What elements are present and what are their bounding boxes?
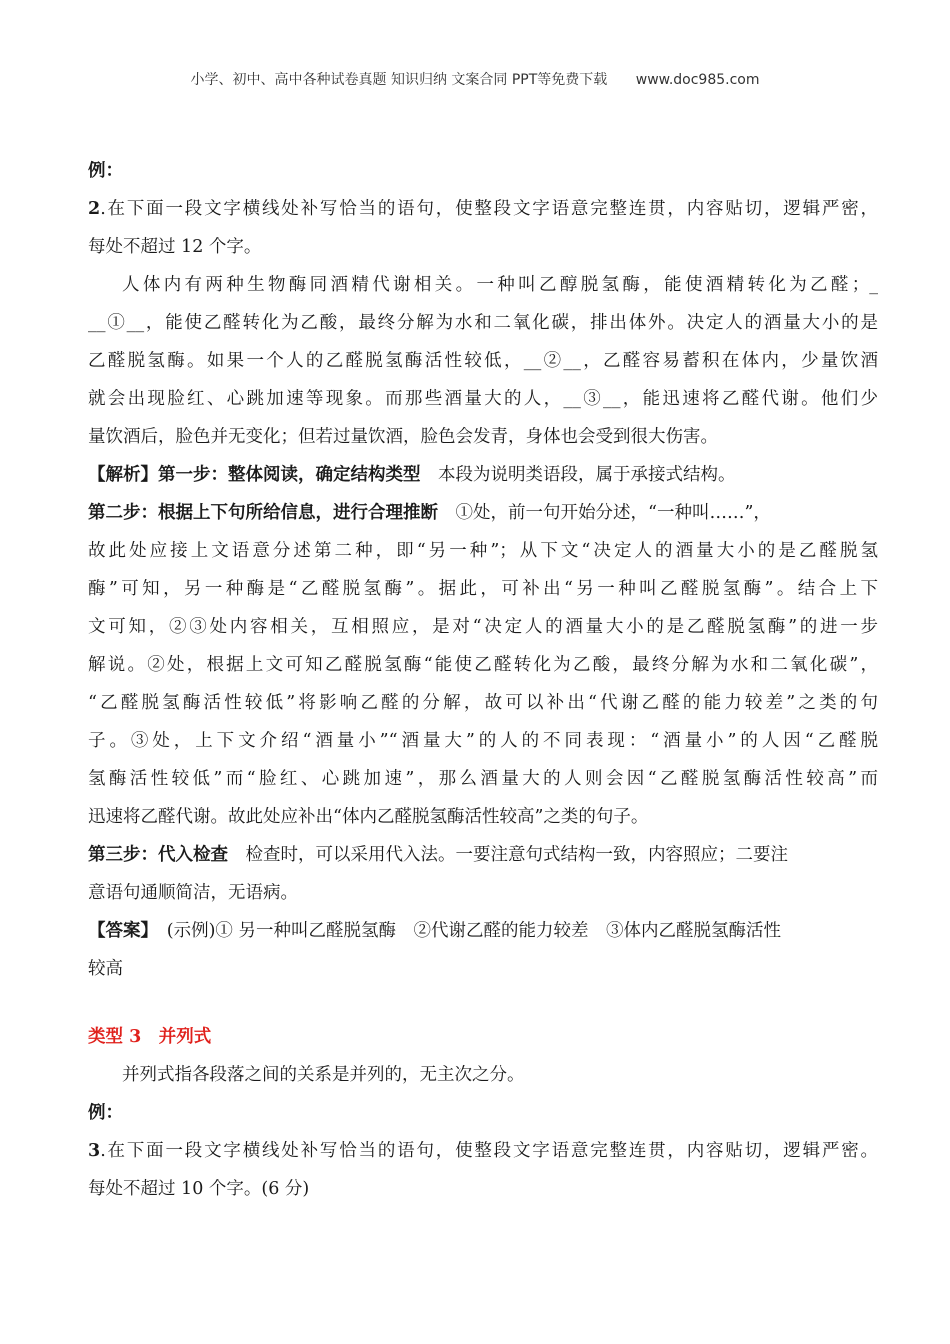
analysis-line-7: “乙醛脱氢酶活性较低”将影响乙醛的分解，故可以补出“代谢乙醛的能力较差”之类的句 — [88, 693, 878, 713]
passage-line-3: 乙醛脱氢酶。如果一个人的乙醛脱氢酶活性较低，__②__，乙醛容易蓄积在体内，少量饮酒 — [88, 351, 878, 371]
analysis-line-8: 子。③处，上下文介绍“酒量小”“酒量大”的人的不同表现：“酒量小”的人因“乙醛脱 — [88, 731, 878, 751]
answer-continuation: 较高 — [88, 959, 123, 979]
analysis-step-2-text: ①处，前一句开始分述，“一种叫……”， — [455, 503, 771, 523]
page-header — [0, 69, 950, 89]
analysis-step-1-text: 本段为说明类语段，属于承接式结构。 — [438, 465, 736, 485]
example-label: 例： — [88, 161, 123, 181]
answer-line — [88, 912, 878, 950]
passage-line-5: 量饮酒后，脸色并无变化；但若过量饮酒，脸色会发青，身体也会受到很大伤害。 — [88, 427, 718, 447]
question-3-line-1 — [88, 1132, 878, 1170]
section-title-type-3: 类型 3 并列式 — [88, 1027, 212, 1047]
analysis-step-1 — [88, 456, 878, 494]
analysis-line-5: 文可知，②③处内容相关，互相照应，是对“决定人的酒量大小的是乙醛脱氢酶”的进一步 — [88, 617, 878, 637]
section-description: 并列式指各段落之间的关系是并列的，无主次之分。 — [122, 1065, 525, 1085]
analysis-line-4: 酶”可知，另一种酶是“乙醛脱氢酶”。据此，可补出“另一种叫乙醛脱氢酶”。结合上下 — [88, 579, 878, 599]
answer-text: (示例)① 另一种叫乙醛脱氢酶 ②代谢乙醛的能力较差 ③体内乙醛脱氢酶活性 — [166, 921, 781, 941]
header-text: 小学、初中、高中各种试卷真题 知识归纳 文案合同 PPT等免费下载 — [190, 72, 608, 88]
passage-line-2: __①__，能使乙醛转化为乙酸，最终分解为水和二氧化碳，排出体外。决定人的酒量大小的是 — [88, 313, 878, 333]
analysis-step-3-label: 第三步：代入检查 — [88, 845, 228, 865]
answer-label: 【答案】 — [88, 921, 150, 941]
analysis-line-9: 氢酶活性较低”而“脸红、心跳加速”，那么酒量大的人则会因“乙醛脱氢酶活性较高”而 — [88, 769, 878, 789]
question-number: 2 — [88, 199, 101, 219]
question-2-line-1 — [88, 190, 878, 228]
example-label-2: 例： — [88, 1103, 123, 1123]
analysis-line-3: 故此处应接上文语意分述第二种，即“另一种”；从下文“决定人的酒量大小的是乙醛脱氢 — [88, 541, 878, 561]
passage-line-1: 人体内有两种生物酶同酒精代谢相关。一种叫乙醇脱氢酶，能使酒精转化为乙醛；_ — [122, 275, 878, 295]
analysis-step-2-label: 第二步：根据上下句所给信息，进行合理推断 — [88, 503, 438, 523]
question-2-line-2: 每处不超过 12 个字。 — [88, 237, 262, 257]
header-url[interactable]: www.doc985.com — [635, 72, 760, 88]
analysis-line-6: 解说。②处，根据上文可知乙醛脱氢酶“能使乙醛转化为乙酸，最终分解为水和二氧化碳”， — [88, 655, 878, 675]
analysis-step-2 — [88, 494, 878, 532]
analysis-line-10: 迅速将乙醛代谢。故此处应补出“体内乙醛脱氢酶活性较高”之类的句子。 — [88, 807, 649, 827]
question-text: .在下面一段文字横线处补写恰当的语句，使整段文字语意完整连贯，内容贴切，逻辑严密， — [100, 199, 878, 219]
question-number-3: 3 — [88, 1141, 101, 1161]
analysis-step-3-text: 检查时，可以采用代入法。一要注意句式结构一致，内容照应；二要注 — [245, 845, 788, 865]
question-3-text: .在下面一段文字横线处补写恰当的语句，使整段文字语意完整连贯，内容贴切，逻辑严密。 — [100, 1141, 878, 1161]
section-spacer — [88, 988, 878, 1018]
passage-line-4: 就会出现脸红、心跳加速等现象。而那些酒量大的人，__③__，能迅速将乙醛代谢。他们少 — [88, 389, 878, 409]
question-3-line-2: 每处不超过 10 个字。(6 分) — [88, 1179, 310, 1199]
analysis-step-3 — [88, 836, 878, 874]
document-body — [88, 152, 878, 1208]
analysis-line-12: 意语句通顺简洁，无语病。 — [88, 883, 298, 903]
analysis-step-1-label: 【解析】第一步：整体阅读，确定结构类型 — [88, 465, 421, 485]
